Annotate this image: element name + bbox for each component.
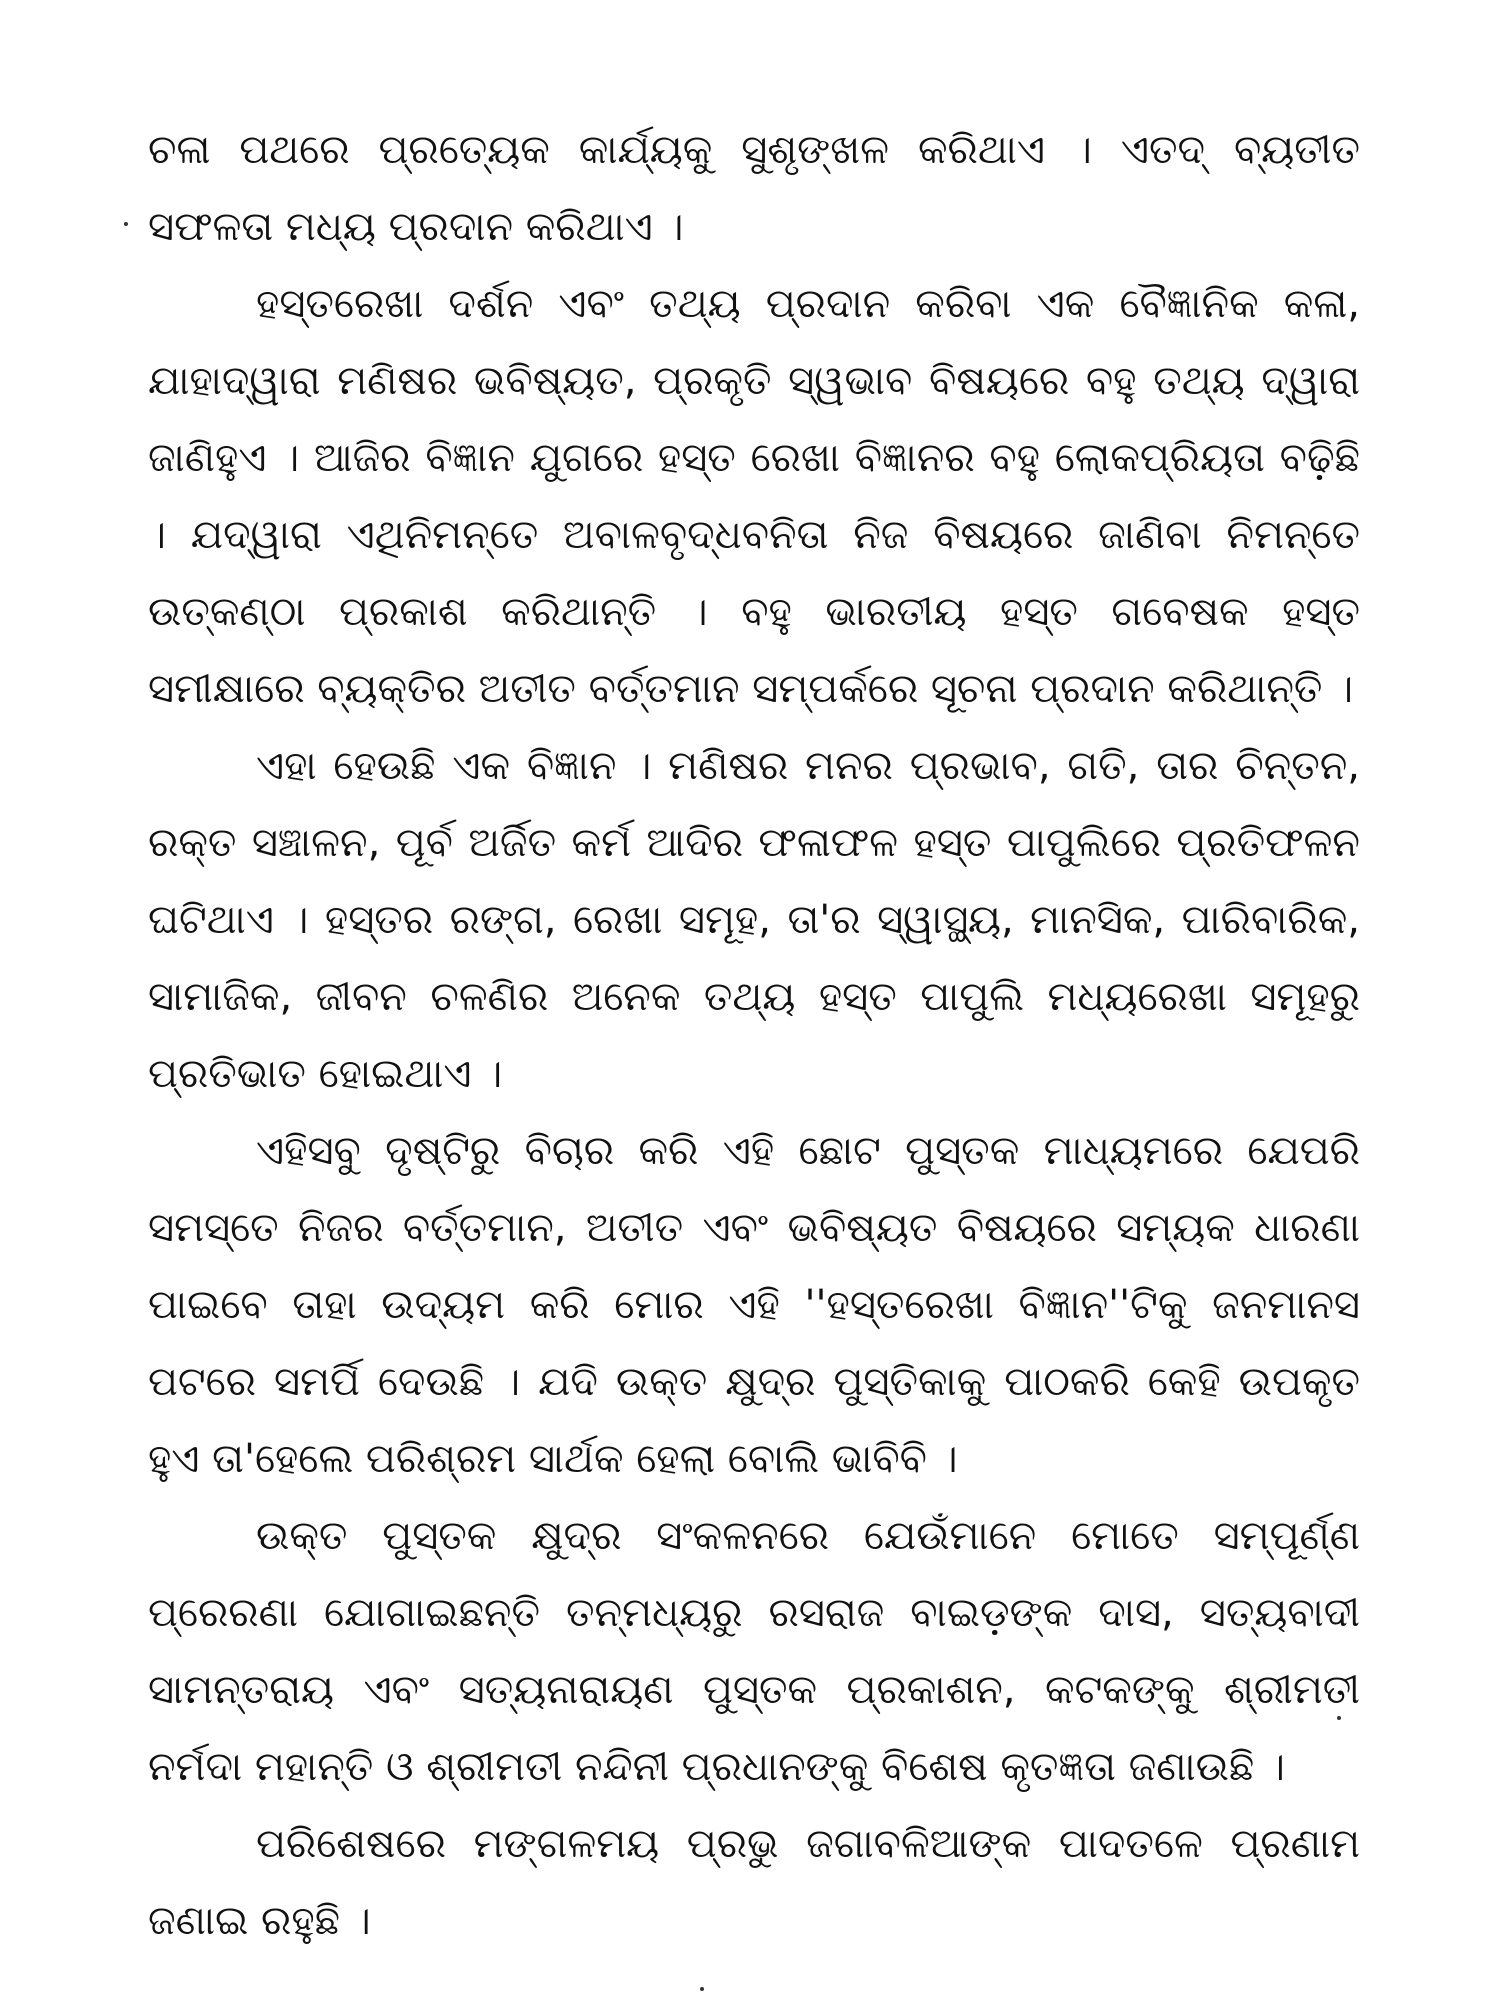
paragraph-5: ଉକ୍ତ ପୁସ୍ତକ କ୍ଷୁଦ୍ର ସଂକଳନରେ ଯେଉଁମାନେ ମୋତେ ସମ୍ପୂର୍ଣ୍ଣ ପ୍ରେରଣା ଯୋଗାଇଛନ୍ତି ତନ୍ମଧ୍ୟରୁ ରସରାଜ ବାଇଡ଼ଙ୍କ ଦାସ, ସତ୍ୟବାଦୀ ସାମନ୍ତରାୟ ଏବଂ ସତ୍ୟନାରାୟଣ ପୁସ୍ତକ ପ୍ରକାଶନ, କଟକଙ୍କୁ ଶ୍ରୀମତୀ ନର୍ମଦା ମହାନ୍ତି ଓ ଶ୍ରୀମତୀ ନନ୍ଦିନୀ ପ୍ରଧାନଙ୍କୁ ବିଶେଷ କୃତଜ୍ଞତା ଜଣାଉଛି । (148, 1513, 1360, 1790)
scan-speck (124, 222, 128, 226)
paragraph-4: ଏହିସବୁ ଦୃଷ୍ଟିରୁ ବିଚାର କରି ଏହି ଛୋଟ ପୁସ୍ତକ ମାଧ୍ୟମରେ ଯେପରି ସମସ୍ତେ ନିଜର ବର୍ତ୍ତମାନ, ଅତୀତ ଏବଂ ଭବିଷ୍ୟତ ବିଷୟରେ ସମ୍ୟକ ଧାରଣା ପାଇବେ ତାହା ଉଦ୍ୟମ କରି ମୋର ଏହି ''ହସ୍ତରେଖା ବିଜ୍ଞାନ''ଟିକୁ ଜନମାନସ ପଟରେ ସମର୍ପି ଦେଉଛି । ଯଦି ଉକ୍ତ କ୍ଷୁଦ୍ର ପୁସ୍ତିକାକୁ ପାଠକରି କେହି ଉପକୃତ ହୁଏ ତା'ହେଲେ ପରିଶ୍ରମ ସାର୍ଥକ ହେଲା ବୋଲି ଭାବିବି । (148, 1128, 1360, 1482)
paragraph-6: ପରିଶେଷରେ ମଙ୍ଗଳମୟ ପ୍ରଭୁ ଜଗାବଳିଆଙ୍କ ପାଦତଳେ ପ୍ରଣାମ ଜଣାଇ ରହୁଛି । (148, 1821, 1360, 1944)
scan-speck (1337, 1716, 1341, 1720)
paragraph-2: ହସ୍ତରେଖା ଦର୍ଶନ ଏବଂ ତଥ୍ୟ ପ୍ରଦାନ କରିବା ଏକ ବୈଜ୍ଞାନିକ କଳା, ଯାହାଦ୍ୱାରା ମଣିଷର ଭବିଷ୍ୟତ, ପ୍ରକୃତି ସ୍ୱଭାବ ବିଷୟରେ ବହୁ ତଥ୍ୟ ଦ୍ୱାରା ଜାଣିହୁଏ । ଆଜିର ବିଜ୍ଞାନ ଯୁଗରେ ହସ୍ତ ରେଖା ବିଜ୍ଞାନର ବହୁ ଲୋକପ୍ରିୟତା ବଢ଼ିଛି । ଯଦ୍ୱାରା ଏଥିନିମନ୍ତେ ଅବାଳବୃଦ୍ଧବନିତା ନିଜ ବିଷୟରେ ଜାଣିବା ନିମନ୍ତେ ଉତ୍କଣ୍ଠା ପ୍ରକାଶ କରିଥାନ୍ତି । ବହୁ ଭାରତୀୟ ହସ୍ତ ଗବେଷକ ହସ୍ତ ସମୀକ୍ଷାରେ ବ୍ୟକ୍ତିର ଅତୀତ ବର୍ତ୍ତମାନ ସମ୍ପର୍କରେ ସୂଚନା ପ୍ରଦାନ କରିଥାନ୍ତି । (148, 281, 1360, 712)
paragraph-3: ଏହା ହେଉଛି ଏକ ବିଜ୍ଞାନ । ମଣିଷର ମନର ପ୍ରଭାବ, ଗତି, ତାର ଚିନ୍ତନ, ରକ୍ତ ସଞ୍ଚାଳନ, ପୂର୍ବ ଅର୍ଜିତ କର୍ମ ଆଦିର ଫଳାଫଳ ହସ୍ତ ପାପୁଲିରେ ପ୍ରତିଫଳନ ଘଟିଥାଏ । ହସ୍ତର ରଙ୍ଗ, ରେଖା ସମୂହ, ତା'ର ସ୍ୱାସ୍ଥ୍ୟ, ମାନସିକ, ପାରିବାରିକ, ସାମାଜିକ, ଜୀବନ ଚଳଣିର ଅନେକ ତଥ୍ୟ ହସ୍ତ ପାପୁଲି ମଧ୍ୟରେଖା ସମୂହରୁ ପ୍ରତିଭାତ ହୋଇଥାଏ । (148, 743, 1360, 1097)
scan-speck (700, 1987, 704, 1991)
paragraph-1: ଚଳା ପଥରେ ପ୍ରତ୍ୟେକ କାର୍ଯ୍ୟକୁ ସୁଶୃଙ୍ଖଳ କରିଥାଏ । ଏତଦ୍ ବ୍ୟତୀତ ସଫଳତା ମଧ୍ୟ ପ୍ରଦାନ କରିଥାଏ । (148, 127, 1360, 250)
